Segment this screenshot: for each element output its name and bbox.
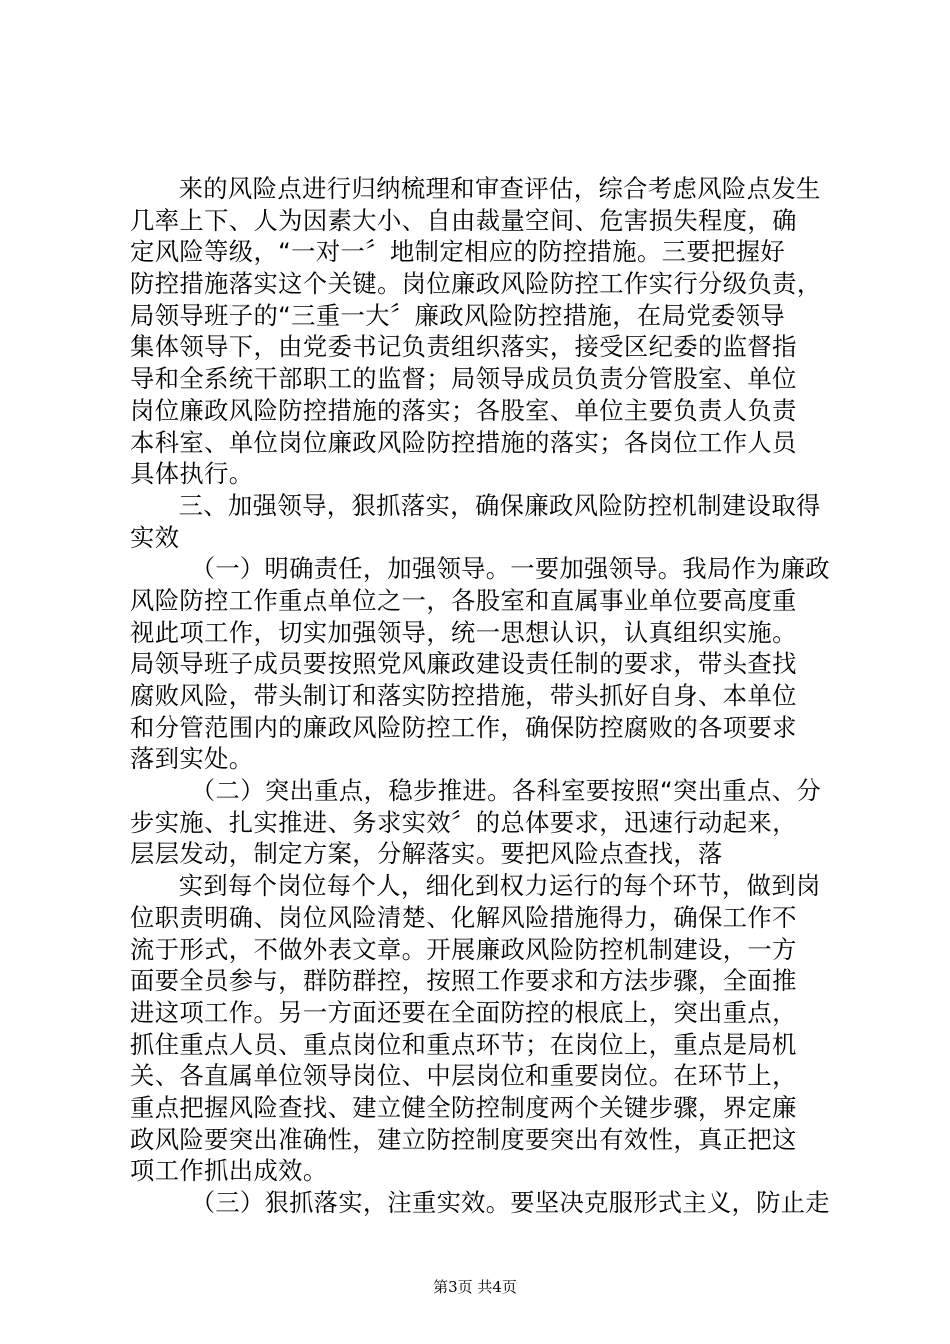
text-line: 位职责明确、岗位风险清楚、化解风险措施得力，确保工作不 <box>130 902 797 932</box>
text-line: 抓住重点人员、重点岗位和重点环节；在岗位上，重点是局机 <box>130 1029 797 1059</box>
text-line: 政风险要突出准确性，建立防控制度要突出有效性，真正把这 <box>130 1124 797 1154</box>
text-line: 流于形式，不做外表文章。开展廉政风险防控机制建设，一方 <box>130 934 797 964</box>
text-line: 腐败风险，带头制订和落实防控措施，带头抓好自身、本单位 <box>130 681 797 710</box>
text-line: 本科室、单位岗位廉政风险防控措施的落实；各岗位工作人员 <box>130 427 797 457</box>
text-line: 导和全系统干部职工的监督；局领导成员负责分管股室、单位 <box>130 364 797 394</box>
text-line: 关、各直属单位领导岗位、中层岗位和重要岗位。在环节上， <box>130 1061 797 1091</box>
text-line: （一）明确责任，加强领导。一要加强领导。我局作为廉政 <box>190 554 830 584</box>
text-line: 局领导班子成员要按照党风廉政建设责任制的要求，带头查找 <box>130 649 797 679</box>
text-line: 进这项工作。另一方面还要在全面防控的根底上，突出重点， <box>130 997 797 1027</box>
text-line: 岗位廉政风险防控措施的落实；各股室、单位主要负责人负责 <box>130 395 797 425</box>
document-body <box>130 173 830 1219</box>
text-line: 风险防控工作重点单位之一，各股室和直属事业单位要高度重 <box>130 585 797 615</box>
text-line: 实效 <box>130 522 180 552</box>
text-line: 面要全员参与，群防群控，按照工作要求和方法步骤，全面推 <box>130 966 797 996</box>
text-line: 具体执行。 <box>130 459 254 489</box>
text-line: 和分管范围内的廉政风险防控工作，确保防控腐败的各项要求 <box>130 712 797 742</box>
text-line: 实到每个岗位每个人，细化到权力运行的每个环节，做到岗 <box>178 871 821 901</box>
text-line: 定风险等级，“一对一〞地制定相应的防控措施。三要把握好 <box>130 237 786 267</box>
text-line: 步实施、扎实推进、务求实效〞的总体要求，迅速行动起来， <box>130 807 797 837</box>
text-line: 视此项工作，切实加强领导，统一思想认识，认真组织实施。 <box>130 617 797 647</box>
text-line: 防控措施落实这个关键。岗位廉政风险防控工作实行分级负责， <box>130 269 822 299</box>
text-line: 重点把握风险查找、建立健全防控制度两个关键步骤，界定廉 <box>130 1092 797 1122</box>
page-footer: 第3页 共4页 <box>433 1278 517 1296</box>
text-line: 三、加强领导，狠抓落实，确保廉政风险防控机制建设取得 <box>178 490 821 520</box>
text-line: 局领导班子的“三重一大〞廉政风险防控措施，在局党委领导 <box>130 300 786 330</box>
text-line: 层层发动，制定方案，分解落实。要把风险点查找，落 <box>130 839 723 869</box>
text-line: 落到实处。 <box>130 744 254 774</box>
text-line: （三）狠抓落实，注重实效。要坚决克服形式主义，防止走 <box>190 1188 830 1217</box>
text-line: 来的风险点进行归纳梳理和审查评估，综合考虑风险点发生 <box>178 174 821 203</box>
text-line: （二）突出重点，稳步推进。各科室要按照“突出重点、分 <box>190 776 822 806</box>
text-line: 几率上下、人为因素大小、自由裁量空间、危害损失程度，确 <box>130 205 797 235</box>
text-line: 项工作抓出成效。 <box>130 1156 328 1186</box>
text-line: 集体领导下，由党委书记负责组织落实，接受区纪委的监督指 <box>130 332 797 362</box>
